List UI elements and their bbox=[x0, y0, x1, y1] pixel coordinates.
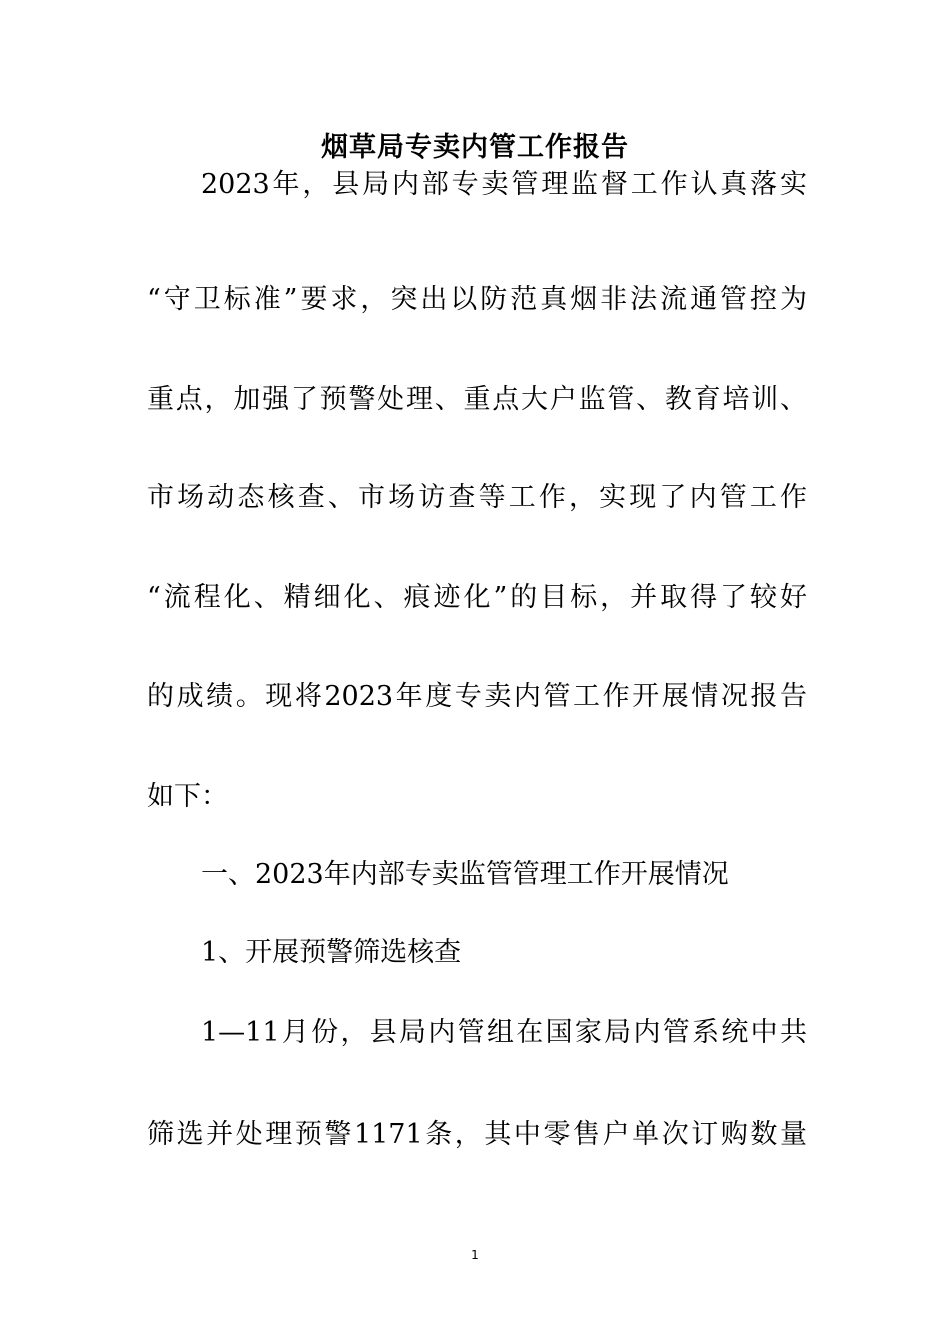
paragraph-line: 重点，加强了预警处理、重点大户监管、教育培训、 bbox=[147, 384, 807, 415]
subsection-heading: 1、开展预警筛选核查 bbox=[201, 937, 462, 968]
document-title: 烟草局专卖内管工作报告 bbox=[321, 132, 629, 163]
paragraph-line: 1—11月份，县局内管组在国家局内管系统中共 bbox=[201, 1017, 807, 1048]
paragraph-line: 2023年，县局内部专卖管理监督工作认真落实 bbox=[201, 169, 807, 200]
paragraph-line: 筛选并处理预警1171条，其中零售户单次订购数量 bbox=[147, 1119, 807, 1150]
paragraph-line: 的成绩。现将2023年度专卖内管工作开展情况报告 bbox=[147, 681, 807, 712]
page-number: 1 bbox=[471, 1248, 479, 1262]
paragraph-line: “流程化、精细化、痕迹化”的目标，并取得了较好 bbox=[147, 582, 807, 613]
section-heading: 一、2023年内部专卖监管管理工作开展情况 bbox=[201, 859, 729, 890]
paragraph-line: “守卫标准”要求，突出以防范真烟非法流通管控为 bbox=[147, 284, 807, 315]
paragraph-line: 市场动态核查、市场访查等工作，实现了内管工作 bbox=[147, 482, 807, 513]
paragraph-line: 如下： bbox=[147, 781, 228, 812]
